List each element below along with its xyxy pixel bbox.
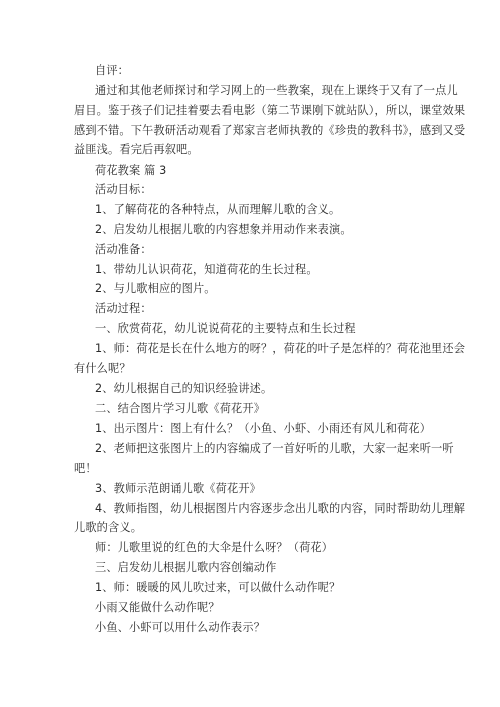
text-line: 1、了解荷花的各种特点，从而理解儿歌的含义。 bbox=[95, 203, 341, 216]
text-line: 三、启发幼儿根据儿歌内容创编动作 bbox=[95, 561, 277, 574]
text-line: 小鱼、小虾可以用什么动作表示？ bbox=[95, 621, 266, 634]
text-line: 感到不错。下午教研活动观看了郑家言老师执教的《珍贵的教科书》，感到又受 bbox=[74, 124, 466, 137]
text-line: 眉目。鉴于孩子们记挂着要去看电影（第二节课刚下就站队），所以，课堂效果 bbox=[74, 104, 466, 117]
text-line: 活动过程： bbox=[95, 302, 152, 315]
text-line: 儿歌的含义。 bbox=[74, 521, 143, 534]
text-line: 4、教师指图，幼儿根据图片内容逐步念出儿歌的内容，同时帮助幼儿理解 bbox=[95, 502, 466, 515]
text-line: 2、与儿歌相应的图片。 bbox=[95, 282, 216, 295]
text-line: 一、欣赏荷花，幼儿说说荷花的主要特点和生长过程 bbox=[95, 322, 356, 335]
text-line: 1、师：荷花是长在什么地方的呀？，荷花的叶子是怎样的？荷花池里还会 bbox=[95, 342, 466, 355]
text-line: 2、启发幼儿根据儿歌的内容想象并用动作来表演。 bbox=[95, 223, 352, 236]
text-line: 益匪浅。看完后再叙吧。 bbox=[74, 143, 199, 156]
text-line: 有什么呢？ bbox=[74, 362, 131, 375]
text-line: 2、老师把这张图片上的内容编成了一首好听的儿歌，大家一起来听一听 bbox=[95, 442, 454, 455]
text-line: 二、结合图片学习儿歌《荷花开》 bbox=[95, 402, 266, 415]
text-line: 通过和其他老师探讨和学习网上的一些教案，现在上课终于又有了一点儿 bbox=[95, 84, 458, 97]
text-line: 1、师：暖暖的风儿吹过来，可以做什么动作呢？ bbox=[95, 581, 341, 594]
text-line: 小雨又能做什么动作呢？ bbox=[95, 601, 220, 614]
text-line: 3、教师示范朗诵儿歌《荷花开》 bbox=[95, 482, 261, 495]
text-line: 吧！ bbox=[74, 462, 97, 475]
text-line: 1、带幼儿认识荷花，知道荷花的生长过程。 bbox=[95, 263, 318, 276]
text-line: 师：儿歌里说的红色的大伞是什么呀？（荷花） bbox=[95, 541, 334, 554]
text-line: 活动准备： bbox=[95, 243, 152, 256]
text-line: 自评： bbox=[95, 64, 130, 77]
section-heading: 荷花教案 篇 3 bbox=[95, 164, 167, 177]
text-line: 2、幼儿根据自己的知识经验讲述。 bbox=[95, 382, 273, 395]
text-line: 活动目标： bbox=[95, 183, 152, 196]
text-line: 1、出示图片：图上有什么？（小鱼、小虾、小雨还有风儿和荷花） bbox=[95, 422, 432, 435]
